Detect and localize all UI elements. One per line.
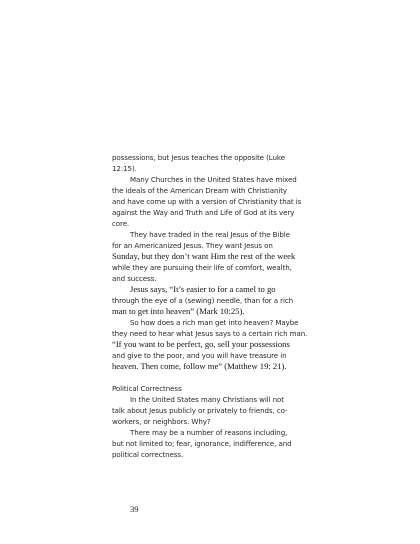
text-line: and give to the poor, and you will have treasure in [112, 351, 287, 360]
paragraph-3 [112, 229, 327, 284]
text-line: workers, or neighbors. Why? [112, 417, 211, 426]
section-paragraph-2 [112, 427, 327, 460]
page-number: 39 [130, 504, 139, 514]
text-line: while they are pursuing their life of comfort, wealth, [112, 263, 292, 272]
text-line: for an Americanized Jesus. They want Jesus on [112, 241, 273, 250]
text-line: talk about Jesus publicly or privately to friends, co- [112, 406, 288, 415]
text-line: man to get into heaven” (Mark 10:25). [112, 306, 245, 316]
text-line: So how does a rich man get into heaven? Maybe [130, 318, 299, 327]
text-line: against the Way and Truth and Life of God at its very [112, 208, 295, 217]
section-heading: Political Correctness [112, 384, 182, 393]
text-line: but not limited to; fear, ignorance, indifference, and [112, 439, 292, 448]
text-line: they need to hear what Jesus says to a certain rich man. [112, 329, 308, 338]
text-line: In the United States many Christians will not [130, 395, 284, 404]
page-body [112, 152, 327, 460]
text-line: There may be a number of reasons including, [130, 428, 288, 437]
paragraph-4 [112, 284, 327, 317]
text-line: political correctness. [112, 450, 184, 459]
text-line: Sunday, but they don’t want Him the rest of the week [112, 251, 296, 261]
paragraph-1 [112, 152, 327, 174]
paragraph-5 [112, 317, 327, 372]
text-line: They have traded in the real Jesus of the Bible [130, 230, 290, 239]
text-line: through the eye of a (sewing) needle, than for a rich [112, 296, 294, 305]
text-line: Many Churches in the United States have mixed [130, 175, 297, 184]
text-line: and success. [112, 274, 157, 283]
text-line: heaven. Then come, follow me” (Matthew 19: 21). [112, 361, 287, 371]
text-line: core. [112, 219, 130, 228]
text-line: and have come up with a version of Christianity that is [112, 197, 302, 206]
text-line: the ideals of the American Dream with Christianity [112, 186, 287, 195]
section-paragraph-1 [112, 394, 327, 427]
text-line: possessions, but Jesus teaches the opposite (Luke [112, 153, 285, 162]
text-line: Jesus says, “It’s easier to for a camel to go [130, 284, 276, 294]
text-line: 12:15). [112, 164, 137, 173]
paragraph-2 [112, 174, 327, 229]
text-line: “If you want to be perfect, go, sell your possessions [112, 339, 290, 349]
